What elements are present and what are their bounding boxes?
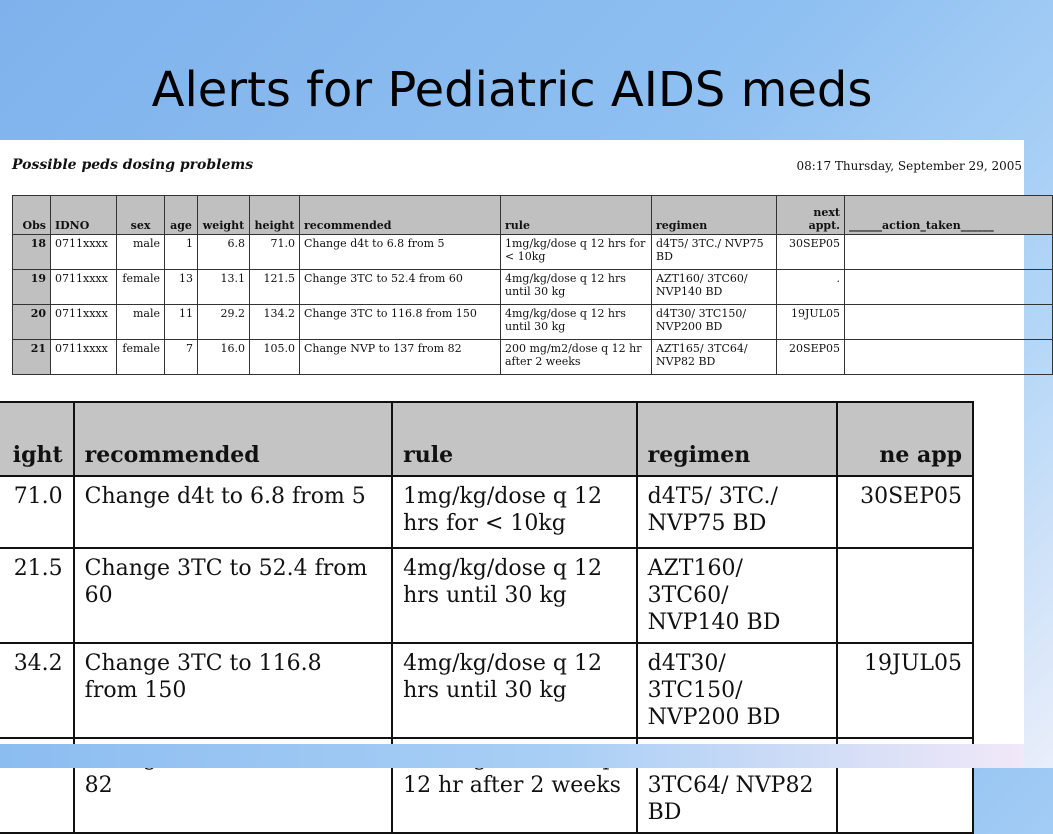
cell-rule: 1mg/kg/dose q 12 hrs for < 10kg [501, 235, 652, 270]
dosing-table [12, 195, 1053, 375]
report-datetime: 08:17 Thursday, September 29, 2005 [796, 159, 1022, 173]
cell-recommended: Change 3TC to 116.8 from 150 [300, 305, 501, 340]
cell-regimen: AZT165/ 3TC64/ NVP82 BD [652, 340, 777, 375]
report-image [0, 140, 1024, 825]
zoom-cell-recommended: Change 3TC to 116.8 from 150 [74, 643, 392, 738]
col-next-appt: next appt. [777, 196, 845, 235]
cell-height: 121.5 [250, 270, 300, 305]
cell-action-taken [845, 305, 1053, 340]
zoom-cell-next-appt: 19JUL05 [837, 643, 973, 738]
col-weight: weight [198, 196, 250, 235]
zoom-cell-height: 71.0 [0, 476, 74, 548]
cell-regimen: AZT160/ 3TC60/ NVP140 BD [652, 270, 777, 305]
zoom-col-regimen: regimen [637, 402, 838, 476]
cell-weight: 16.0 [198, 340, 250, 375]
cell-action-taken [845, 340, 1053, 375]
cell-idno: 0711xxxx [51, 270, 117, 305]
table-row [13, 305, 1053, 340]
cell-sex: female [117, 340, 165, 375]
table-header-row [13, 196, 1053, 235]
slide-footer-band [0, 744, 1024, 768]
cell-recommended: Change d4t to 6.8 from 5 [300, 235, 501, 270]
col-recommended: recommended [300, 196, 501, 235]
cell-height: 105.0 [250, 340, 300, 375]
zoom-cell-rule: 1mg/kg/dose q 12 hrs for < 10kg [392, 476, 636, 548]
zoom-row [0, 476, 973, 548]
cell-weight: 6.8 [198, 235, 250, 270]
col-idno: IDNO [51, 196, 117, 235]
zoomed-table-overlay [12, 401, 1024, 825]
cell-age: 1 [165, 235, 198, 270]
zoom-cell-next-appt: 30SEP05 [837, 476, 973, 548]
zoom-col-height: ight [0, 402, 74, 476]
zoom-col-recommended: recommended [74, 402, 392, 476]
zoom-cell-regimen: d4T5/ 3TC./ NVP75 BD [637, 476, 838, 548]
cell-obs: 19 [13, 270, 51, 305]
zoom-cell-rule: 12 hr after 2 weeks [392, 738, 636, 833]
zoom-cell-regimen: AZT160/ 3TC60/ NVP140 BD [637, 548, 838, 643]
report-header [12, 157, 1024, 177]
zoom-cell-recommended: Change d4t to 6.8 from 5 [74, 476, 392, 548]
zoom-cell-rule: 4mg/kg/dose q 12 hrs until 30 kg [392, 548, 636, 643]
cell-regimen: d4T30/ 3TC150/ NVP200 BD [652, 305, 777, 340]
zoom-cell-rule: 4mg/kg/dose q 12 hrs until 30 kg [392, 643, 636, 738]
col-age: age [165, 196, 198, 235]
cell-height: 134.2 [250, 305, 300, 340]
cell-rule: 4mg/kg/dose q 12 hrs until 30 kg [501, 305, 652, 340]
cell-action-taken [845, 235, 1053, 270]
col-obs: Obs [13, 196, 51, 235]
zoom-row [0, 548, 973, 643]
zoom-cell-next-appt [837, 548, 973, 643]
zoom-row [0, 643, 973, 738]
cell-recommended: Change NVP to 137 from 82 [300, 340, 501, 375]
zoom-cell-recommended: 82 [74, 738, 392, 833]
cell-recommended: Change 3TC to 52.4 from 60 [300, 270, 501, 305]
cell-next-appt: 20SEP05 [777, 340, 845, 375]
cell-next-appt: . [777, 270, 845, 305]
zoom-col-rule: rule [392, 402, 636, 476]
zoom-cell-height: 21.5 [0, 548, 74, 643]
table-row [13, 340, 1053, 375]
slide-title: Alerts for Pediatric AIDS meds [151, 62, 873, 118]
zoom-header-row [0, 402, 973, 476]
col-regimen: regimen [652, 196, 777, 235]
cell-age: 13 [165, 270, 198, 305]
col-sex: sex [117, 196, 165, 235]
cell-idno: 0711xxxx [51, 340, 117, 375]
cell-idno: 0711xxxx [51, 235, 117, 270]
report-title: Possible peds dosing problems [12, 157, 254, 173]
cell-regimen: d4T5/ 3TC./ NVP75 BD [652, 235, 777, 270]
col-rule: rule [501, 196, 652, 235]
zoom-col-next-appt: ne app [837, 402, 973, 476]
table-row [13, 270, 1053, 305]
col-action-taken: ______action_taken______ [845, 196, 1053, 235]
cell-sex: male [117, 235, 165, 270]
zoomed-table [0, 401, 974, 834]
cell-height: 71.0 [250, 235, 300, 270]
cell-weight: 13.1 [198, 270, 250, 305]
cell-idno: 0711xxxx [51, 305, 117, 340]
col-height: height [250, 196, 300, 235]
zoom-cell-regimen: d4T30/ 3TC150/ NVP200 BD [637, 643, 838, 738]
zoom-cell-regimen: 3TC64/ NVP82 BD [637, 738, 838, 833]
zoom-cell-height: 34.2 [0, 643, 74, 738]
cell-rule: 4mg/kg/dose q 12 hrs until 30 kg [501, 270, 652, 305]
cell-age: 11 [165, 305, 198, 340]
cell-action-taken [845, 270, 1053, 305]
cell-next-appt: 30SEP05 [777, 235, 845, 270]
cell-obs: 18 [13, 235, 51, 270]
cell-age: 7 [165, 340, 198, 375]
zoom-cell-recommended: Change 3TC to 52.4 from 60 [74, 548, 392, 643]
table-row [13, 235, 1053, 270]
cell-sex: male [117, 305, 165, 340]
cell-weight: 29.2 [198, 305, 250, 340]
cell-obs: 21 [13, 340, 51, 375]
cell-rule: 200 mg/m2/dose q 12 hr after 2 weeks [501, 340, 652, 375]
cell-sex: female [117, 270, 165, 305]
cell-next-appt: 19JUL05 [777, 305, 845, 340]
cell-obs: 20 [13, 305, 51, 340]
